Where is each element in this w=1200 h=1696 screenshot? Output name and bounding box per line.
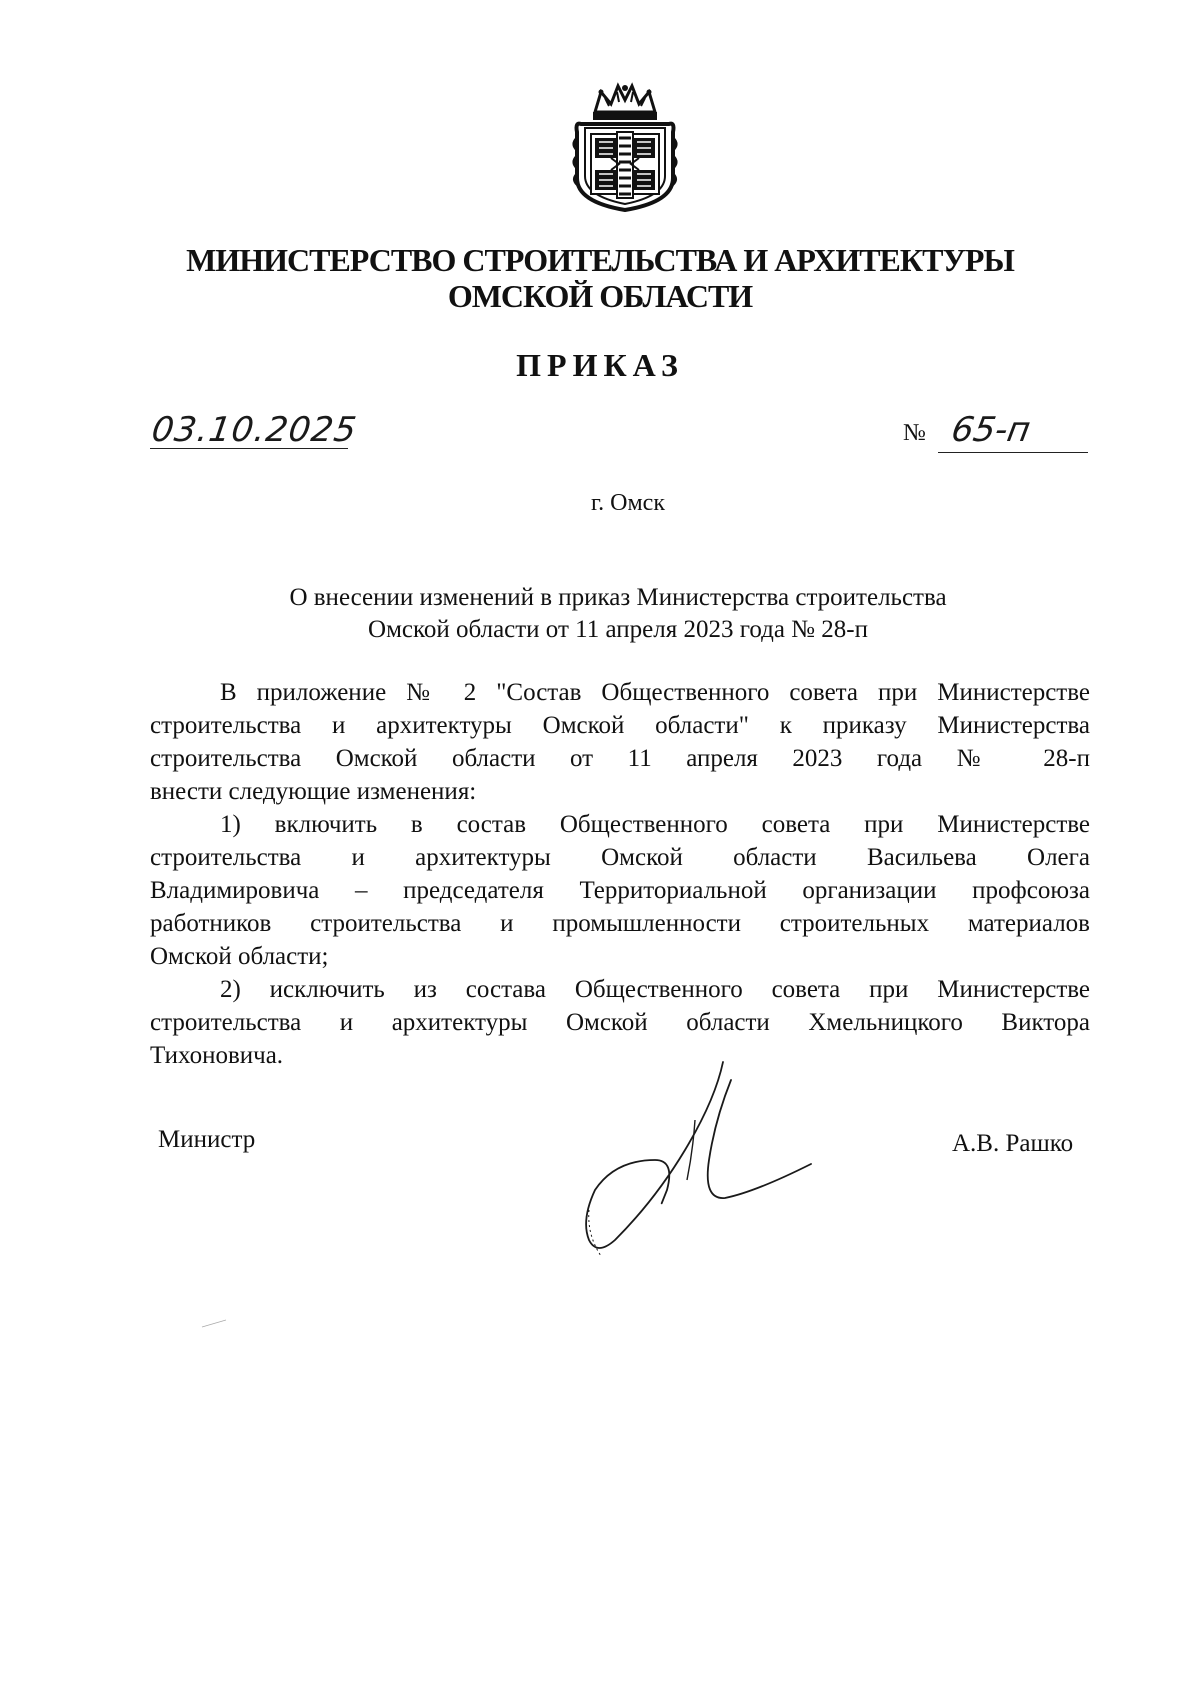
ministry-name-line1: МИНИСТЕРСТВО СТРОИТЕЛЬСТВА И АРХИТЕКТУРЫ — [186, 242, 1014, 278]
paragraph-line: 1) включить в состав Общественного совета при Министерстве — [220, 811, 1090, 838]
paragraph-line: работников строительства и промышленности строительных материалов — [150, 910, 1090, 937]
paragraph-line: Тихоновича. — [150, 1042, 284, 1069]
paragraph-3 — [150, 973, 1090, 1072]
paragraph-line: Владимировича – председателя Территориальной организации профсоюза — [150, 877, 1090, 904]
paragraph-line: строительства Омской области от 11 апреля 2023 года № 28-п — [150, 745, 1090, 772]
scan-speck — [200, 1318, 230, 1328]
signatory-title: Министр — [158, 1126, 256, 1153]
paragraph-line: строительства и архитектуры Омской области Васильева Олега — [150, 844, 1090, 871]
paragraph-line: Омской области; — [150, 943, 329, 970]
coat-of-arms-icon — [571, 82, 679, 214]
number-underline — [938, 452, 1088, 453]
handwritten-signature — [575, 1060, 815, 1260]
city: г. Омск — [591, 490, 665, 516]
number-label: № — [903, 420, 926, 446]
paragraph-line: строительства и архитектуры Омской области Хмельницкого Виктора — [150, 1009, 1090, 1036]
paragraph-line: внести следующие изменения: — [150, 778, 477, 805]
order-number: 65-п — [948, 410, 1034, 450]
subject-line-1: О внесении изменений в приказ Министерства строительства — [289, 584, 947, 611]
ministry-name-line2: ОМСКОЙ ОБЛАСТИ — [447, 278, 753, 314]
paragraph-1 — [150, 676, 1090, 808]
paragraph-line: В приложение № 2 "Состав Общественного совета при Министерстве — [220, 679, 1090, 706]
signatory-name: А.В. Рашко — [952, 1130, 1074, 1157]
order-date: 03.10.2025 — [149, 410, 360, 450]
date-underline — [150, 448, 348, 449]
document-type: ПРИКАЗ — [516, 347, 684, 383]
subject-line-2: Омской области от 11 апреля 2023 года № 28-п — [368, 616, 868, 643]
paragraph-2 — [150, 808, 1090, 973]
paragraph-line: 2) исключить из состава Общественного совета при Министерстве — [220, 976, 1090, 1003]
paragraph-line: строительства и архитектуры Омской области" к приказу Министерства — [150, 712, 1090, 739]
